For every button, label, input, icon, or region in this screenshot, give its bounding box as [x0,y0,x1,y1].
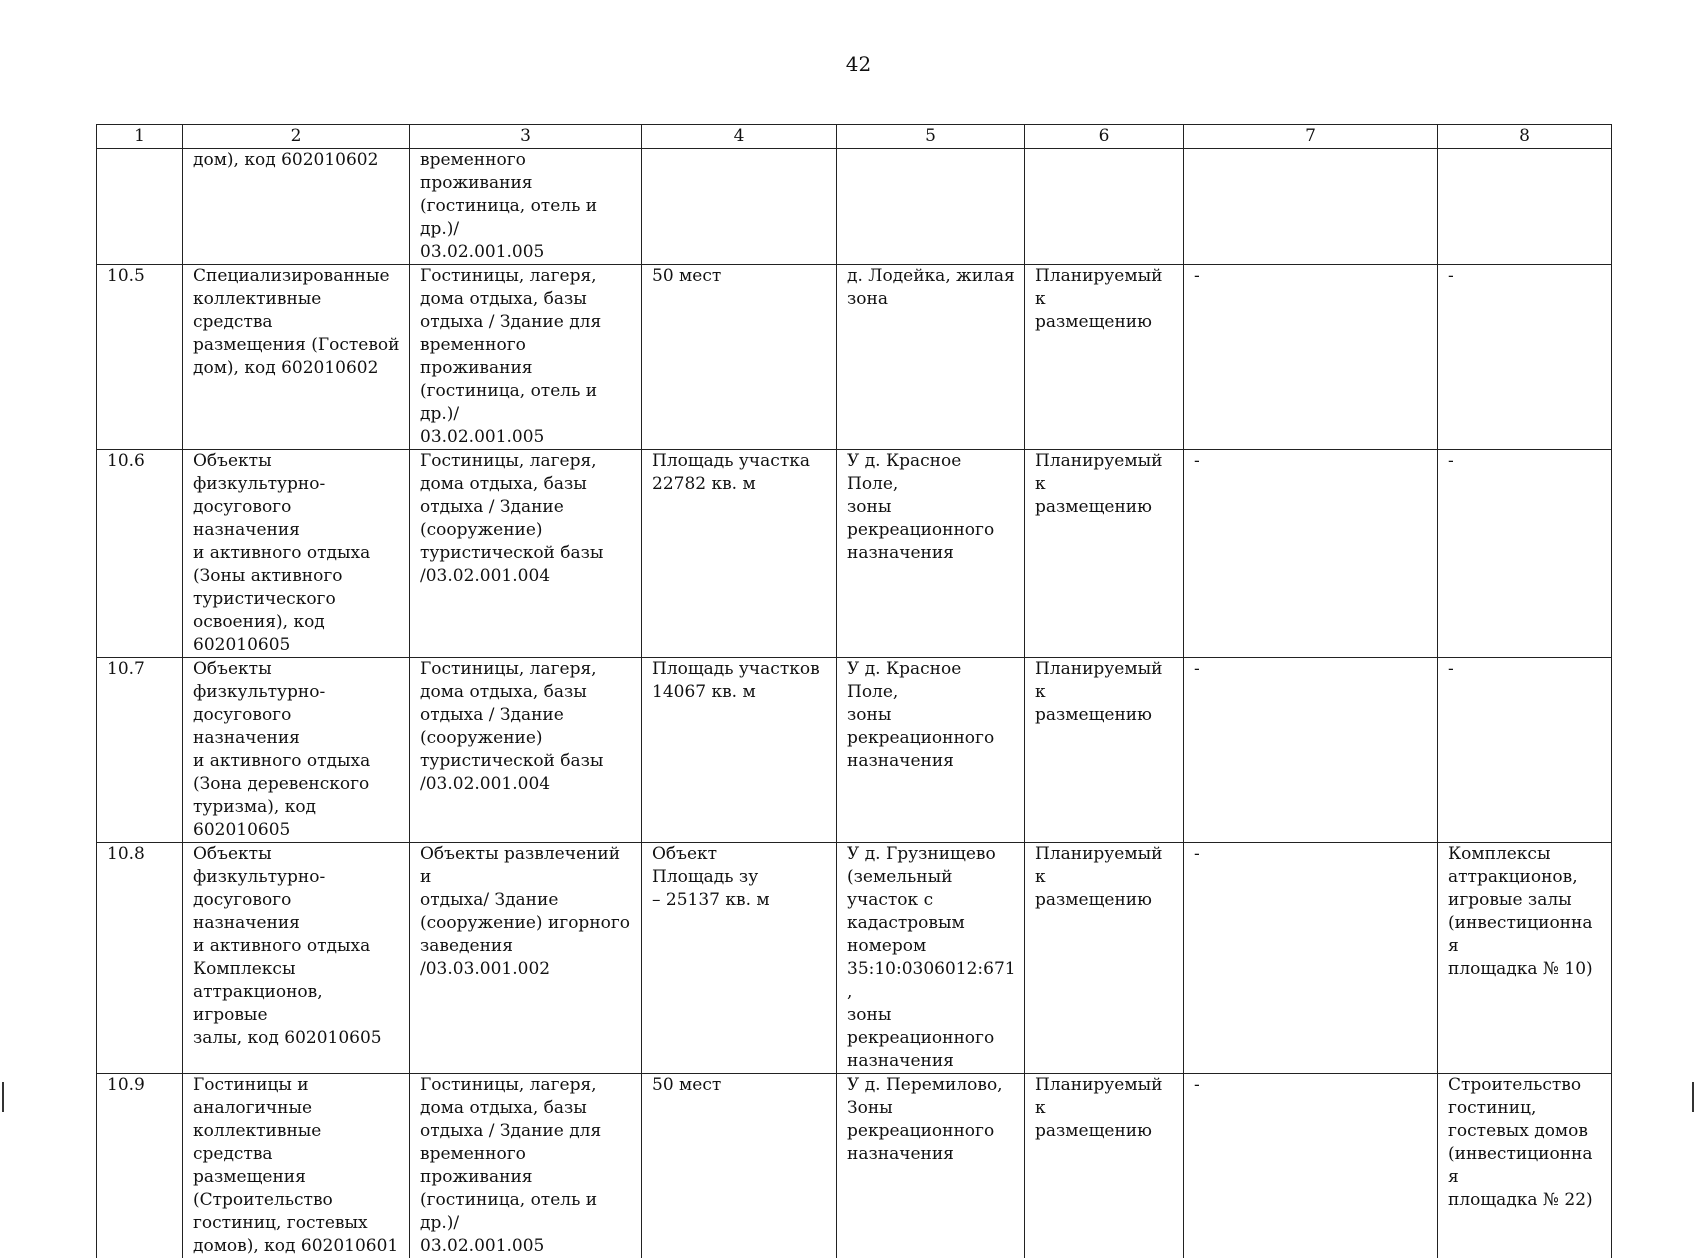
cell-text: Гостиницы, лагеря, дома отдыха, базы отдыха / Здание (сооружение) туристической базы /03.02.001.004 [420,450,633,588]
document-table [96,124,1612,1258]
cell-text: - [1194,1074,1429,1097]
table-cell [1438,265,1612,450]
cell-text: временного проживания (гостиница, отель и др.)/ 03.02.001.005 [420,149,633,264]
table-cell [1025,843,1184,1074]
cell-text: Гостиницы и аналогичные коллективные средства размещения (Строительство гостиниц, гостевых домов), код 602010601 [193,1074,401,1258]
cell-text: - [1194,843,1429,866]
table-cell [1025,1074,1184,1258]
column-header: 8 [1438,125,1612,149]
cell-text: У д. Красное Поле, зоны рекреационного назначения [847,658,1016,773]
cell-text: Планируемый к размещению [1035,450,1175,519]
table-cell [1184,265,1438,450]
cell-text: Объекты физкультурно- досугового назначения и активного отдыха (Зоны активного туристического освоения), код 602010605 [193,450,401,657]
cell-text: Планируемый к размещению [1035,843,1175,912]
cell-text: д. Лодейка, жилая зона [847,265,1016,311]
cell-text: Объект Площадь зу – 25137 кв. м [652,843,828,912]
cell-text: 10.9 [107,1074,174,1097]
table-cell [837,265,1025,450]
table-cell [97,450,183,658]
cell-text: - [1194,658,1429,681]
column-header: 5 [837,125,1025,149]
page-number: 42 [0,52,1697,76]
table-cell [97,265,183,450]
table-cell [183,1074,410,1258]
cell-text: У д. Грузнищево (земельный участок с кадастровым номером 35:10:0306012:671, зоны рекреационного назначения [847,843,1016,1073]
table-cell [1438,1074,1612,1258]
table-cell [1025,265,1184,450]
cell-text: Гостиницы, лагеря, дома отдыха, базы отдыха / Здание для временного проживания (гостиница, отель и др.)/ 03.02.001.005 [420,265,633,449]
cell-text: - [1448,265,1603,288]
table-row [97,149,1612,265]
table-cell [837,450,1025,658]
cell-text: 50 мест [652,1074,828,1097]
table-cell [410,265,642,450]
table-cell [1184,450,1438,658]
table-cell [1184,658,1438,843]
scan-edge-mark [1692,1082,1694,1112]
cell-text: Специализированные коллективные средства размещения (Гостевой дом), код 602010602 [193,265,401,380]
column-header: 6 [1025,125,1184,149]
table-cell [183,658,410,843]
scan-edge-mark [2,1082,4,1112]
cell-text: - [1194,265,1429,288]
table-row [97,843,1612,1074]
table-row [97,265,1612,450]
table-cell [97,843,183,1074]
table-cell [97,1074,183,1258]
table-cell [642,658,837,843]
table-cell [837,843,1025,1074]
cell-text: Объекты физкультурно- досугового назначения и активного отдыха (Зона деревенского туризма), код 602010605 [193,658,401,842]
table-cell [1438,149,1612,265]
cell-text: Планируемый к размещению [1035,658,1175,727]
table-cell [642,149,837,265]
table-cell [1438,450,1612,658]
column-header: 1 [97,125,183,149]
table-cell [642,843,837,1074]
table-cell [410,149,642,265]
table-cell [1025,450,1184,658]
cell-text: 10.7 [107,658,174,681]
cell-text: Планируемый к размещению [1035,1074,1175,1143]
cell-text: Объекты физкультурно- досугового назначения и активного отдыха Комплексы аттракционов, игровые залы, код 602010605 [193,843,401,1050]
table-cell [183,149,410,265]
table-cell [97,658,183,843]
cell-text: Объекты развлечений и отдыха/ Здание (сооружение) игорного заведения /03.03.001.002 [420,843,633,981]
table-cell [1025,658,1184,843]
table-cell [410,658,642,843]
header-row [97,125,1612,149]
cell-text: Комплексы аттракционов, игровые залы (инвестиционная площадка № 10) [1448,843,1603,981]
table-cell [1025,149,1184,265]
table-cell [183,450,410,658]
table-cell [837,658,1025,843]
cell-text: Площадь участков 14067 кв. м [652,658,828,704]
column-header: 3 [410,125,642,149]
cell-text: Строительство гостиниц, гостевых домов (инвестиционная площадка № 22) [1448,1074,1603,1212]
cell-text: дом), код 602010602 [193,149,401,172]
cell-text: - [1448,658,1603,681]
table-cell [410,1074,642,1258]
table-cell [1184,149,1438,265]
table-cell [97,149,183,265]
column-header: 4 [642,125,837,149]
cell-text: 10.5 [107,265,174,288]
column-header: 7 [1184,125,1438,149]
table-row [97,1074,1612,1258]
table-cell [837,149,1025,265]
table-cell [1438,658,1612,843]
table-cell [1184,843,1438,1074]
table-cell [837,1074,1025,1258]
cell-text: У д. Перемилово, Зоны рекреационного назначения [847,1074,1016,1166]
table-cell [1184,1074,1438,1258]
cell-text: 10.8 [107,843,174,866]
table-cell [410,450,642,658]
table-cell [642,265,837,450]
cell-text: Гостиницы, лагеря, дома отдыха, базы отдыха / Здание для временного проживания (гостиница, отель и др.)/ 03.02.001.005 [420,1074,633,1258]
cell-text: Площадь участка 22782 кв. м [652,450,828,496]
table-cell [183,843,410,1074]
cell-text: - [1194,450,1429,473]
table-cell [642,450,837,658]
table-cell [642,1074,837,1258]
table-row [97,658,1612,843]
table-cell [1438,843,1612,1074]
table-cell [183,265,410,450]
table-cell [410,843,642,1074]
cell-text: У д. Красное Поле, зоны рекреационного назначения [847,450,1016,565]
cell-text: Гостиницы, лагеря, дома отдыха, базы отдыха / Здание (сооружение) туристической базы /03.02.001.004 [420,658,633,796]
cell-text: 10.6 [107,450,174,473]
cell-text: - [1448,450,1603,473]
cell-text: Планируемый к размещению [1035,265,1175,334]
table-row [97,450,1612,658]
column-header: 2 [183,125,410,149]
cell-text: 50 мест [652,265,828,288]
